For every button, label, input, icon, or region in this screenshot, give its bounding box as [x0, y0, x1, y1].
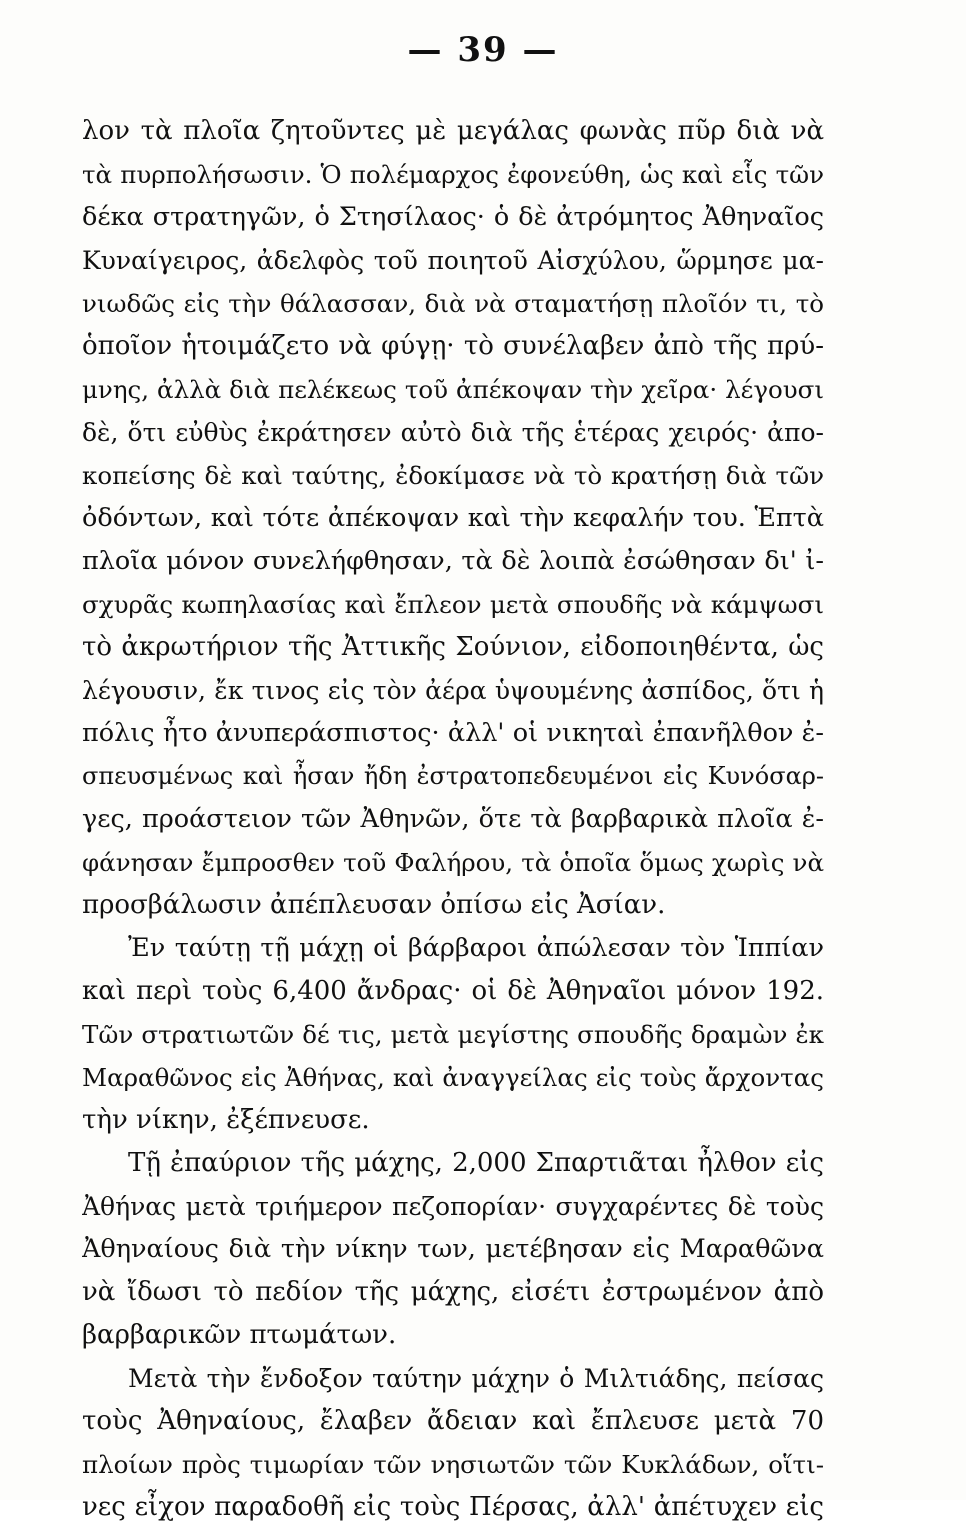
text-line: Ἀθηναίους διὰ τὴν νίκην των, μετέβησαν εἰς Μαραθῶνα	[82, 1234, 824, 1264]
page-number: — 39 —	[407, 30, 559, 70]
body-text	[82, 110, 824, 1529]
text-line: νες εἶχον παραδοθῆ εἰς τοὺς Πέρσας, ἀλλ' ἀπέτυχεν εἰς	[82, 1492, 824, 1522]
text-line: βαρβαρικῶν πτωμάτων.	[82, 1320, 397, 1350]
text-line: προσβάλωσιν ἀπέπλευσαν ὀπίσω εἰς Ἀσίαν.	[82, 890, 666, 920]
text-line: Τῶν στρατιωτῶν δέ τις, μετὰ μεγίστης σπουδῆς δραμὼν ἐκ	[82, 1020, 824, 1049]
text-line: καὶ περὶ τοὺς 6,400 ἄνδρας· οἱ δὲ Ἀθηναῖοι μόνον 192.	[82, 976, 824, 1006]
text-line: πόλις ἦτο ἀνυπεράσπιστος· ἀλλ' οἱ νικηταὶ ἐπανῆλθον ἐ-	[82, 718, 824, 748]
text-line: Μετὰ τὴν ἔνδοξον ταύτην μάχην ὁ Μιλτιάδης, πείσας	[128, 1364, 824, 1393]
text-line: νὰ ἴδωσι τὸ πεδίον τῆς μάχης, εἰσέτι ἐστρωμένον ἀπὸ	[82, 1277, 824, 1307]
text-line: γες, προάστειον τῶν Ἀθηνῶν, ὅτε τὰ βαρβαρικὰ πλοῖα ἐ-	[82, 804, 824, 834]
text-line: νιωδῶς εἰς τὴν θάλασσαν, διὰ νὰ σταματήσῃ πλοῖόν τι, τὸ	[82, 289, 824, 318]
text-line: Τῇ ἐπαύριον τῆς μάχης, 2,000 Σπαρτιᾶται ἦλθον εἰς	[128, 1148, 824, 1178]
text-line: τὰ πυρπολήσωσιν. Ὁ πολέμαρχος ἐφονεύθη, ὡς καὶ εἷς τῶν	[82, 160, 824, 189]
text-line: δὲ, ὅτι εὐθὺς ἐκράτησεν αὐτὸ διὰ τῆς ἑτέρας χειρός· ἀπο-	[82, 418, 824, 447]
text-line: πλοίων πρὸς τιμωρίαν τῶν νησιωτῶν τῶν Κυκλάδων, οἵτι-	[82, 1450, 824, 1479]
text-line: Ἐν ταύτῃ τῇ μάχῃ οἱ βάρβαροι ἀπώλεσαν τὸν Ἱππίαν	[128, 933, 824, 963]
text-line: λον τὰ πλοῖα ζητοῦντες μὲ μεγάλας φωνὰς πῦρ διὰ νὰ	[82, 116, 824, 146]
text-line: ὁποῖον ἡτοιμάζετο νὰ φύγῃ· τὸ συνέλαβεν ἀπὸ τῆς πρύ-	[82, 331, 824, 361]
text-line: τοὺς Ἀθηναίους, ἔλαβεν ἄδειαν καὶ ἔπλευσε μετὰ 70	[82, 1406, 824, 1436]
text-line: φάνησαν ἔμπροσθεν τοῦ Φαλήρου, τὰ ὁποῖα ὅμως χωρὶς νὰ	[82, 848, 824, 877]
text-line: μνης, ἀλλὰ διὰ πελέκεως τοῦ ἀπέκοψαν τὴν χεῖρα· λέγουσι	[82, 375, 824, 404]
text-line: κοπείσης δὲ καὶ ταύτης, ἐδοκίμασε νὰ τὸ κρατήσῃ διὰ τῶν	[82, 461, 824, 490]
text-line: Κυναίγειρος, ἀδελφὸς τοῦ ποιητοῦ Αἰσχύλου, ὥρμησε μα-	[82, 246, 824, 275]
text-line: ὀδόντων, καὶ τότε ἀπέκοψαν καὶ τὴν κεφαλήν του. Ἑπτὰ	[82, 503, 824, 533]
text-line: Μαραθῶνος εἰς Ἀθήνας, καὶ ἀναγγείλας εἰς τοὺς ἄρχοντας	[82, 1063, 824, 1092]
text-line: Ἀθήνας μετὰ τριήμερον πεζοπορίαν· συγχαρέντες δὲ τοὺς	[82, 1192, 824, 1221]
text-line: σπευσμένως καὶ ἦσαν ἤδη ἐστρατοπεδευμένοι εἰς Κυνόσαρ-	[82, 762, 824, 790]
text-line: τὸ ἀκρωτήριον τῆς Ἀττικῆς Σούνιον, εἰδοποιηθέντα, ὡς	[82, 632, 824, 662]
text-line: πλοῖα μόνον συνελήφθησαν, τὰ δὲ λοιπὰ ἐσώθησαν δι' ἰ-	[82, 546, 824, 576]
text-line: σχυρᾶς κωπηλασίας καὶ ἔπλεον μετὰ σπουδῆς νὰ κάμψωσι	[82, 590, 824, 619]
text-line: λέγουσιν, ἔκ τινος εἰς τὸν ἀέρα ὑψουμένης ἀσπίδος, ὅτι ἡ	[82, 676, 824, 705]
text-line: δέκα στρατηγῶν, ὁ Στησίλαος· ὁ δὲ ἀτρόμητος Ἀθηναῖος	[82, 202, 824, 232]
text-line: τὴν νίκην, ἐξέπνευσε.	[82, 1105, 370, 1135]
